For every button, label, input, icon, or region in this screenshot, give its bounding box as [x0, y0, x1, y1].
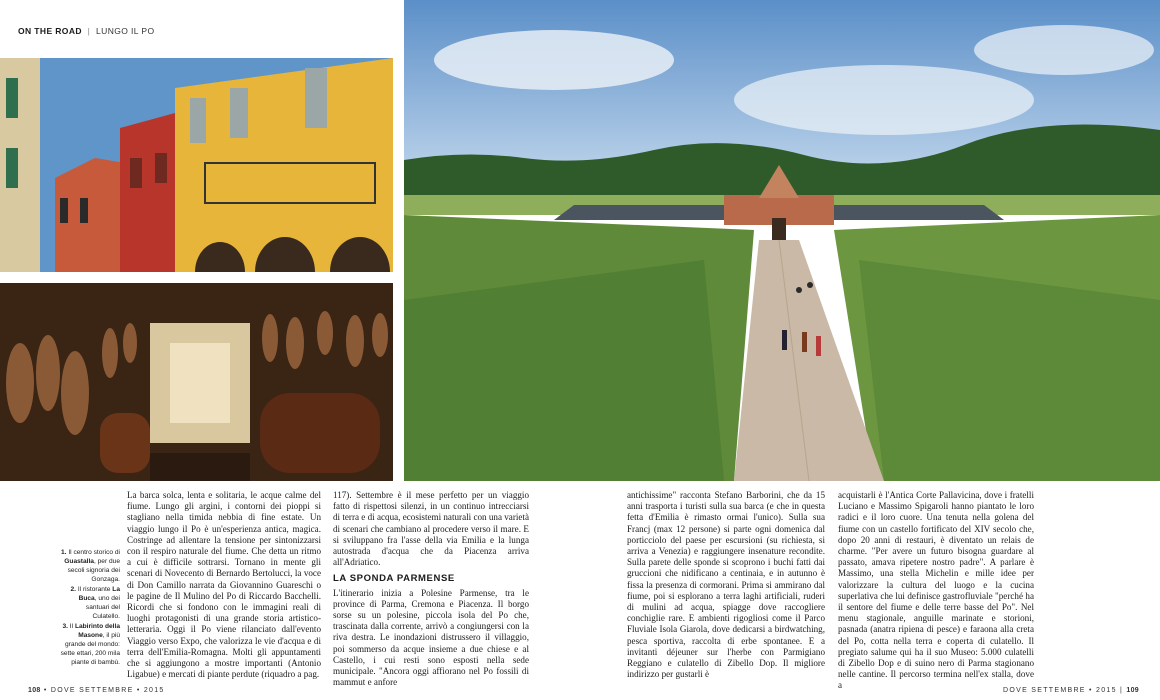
caption-3: 3. Il Labirinto della Masone, il più grande del mondo: sette ettari, 200 mila piante di bambù.	[60, 623, 120, 666]
footer-left-text: • DOVE SETTEMBRE • 2015	[43, 687, 165, 694]
header-kicker: ON THE ROAD	[18, 26, 82, 36]
running-header	[18, 26, 154, 36]
body-text-1: La barca solca, lenta e solitaria, le acque calme del fiume. Lungo gli argini, i contorni dei pioppi si stagliano nella timida nebbia di fine estate. Un viaggio lungo il Po è un'esperienza antica, magica. Costringe ad allentare la tensione per sintonizzarsi con il respiro naturale del fiume. Che detta un ritmo a cui è difficile sottrarsi. Tornano in mente gli scenari di Novecento di Bernardo Bertolucci, la voce di Don Camillo narrata da Giovannino Guareschi o le pagine de Il Mulino del Po di Riccardo Bacchelli. Ricordi che si fondono con le immagini reali di luoghi protagonisti di una grande storia artistico-letteraria. Oggi il Po viene rilanciato dall'evento Viaggio verso Expo, che valorizza le vie d'acqua e di terra dell'Emilia-Romagna. Molti gli appuntamenti che si aggiungono a mostre importanti (Antonio Ligabue) e mercati di piante perdute (riquadro a pag.	[127, 490, 321, 680]
body-text-2a: 117). Settembre è il mese perfetto per un viaggio fatto di rispettosi silenzi, in un continuo intrecciarsi di terra e di acqua, ecosistemi naturali con una varietà di scenari che cambiano al procedere verso il mare. E si sviluppano fra l'asse della via Emilia e la lunga autostrada d'acqua che da Piacenza arriva all'Adriatico.	[333, 490, 529, 568]
body-column-2	[333, 490, 529, 688]
photo-labirinto-masone	[404, 0, 1160, 481]
footer-left	[28, 687, 165, 694]
body-column-1	[127, 490, 321, 680]
photo-guastalla-buildings	[0, 58, 393, 272]
body-text-2b: L'itinerario inizia a Polesine Parmense, tra le province di Parma, Cremona e Piacenza. Il borgo sorse su un polesine, piccola isola del Po che, trascinata dalla corrente, arrivò a congiungersi con la riva destra. Le inondazioni distrussero il villaggio, poi sommerso da acque insieme a due chiese e al Castello, i cui resti sono esposti nella sede municipale. "Ancora oggi affiorano nel Po fossili di mammut e anfore	[333, 587, 529, 688]
photo-la-buca-cellar	[0, 283, 393, 481]
footer-right-page: 109	[1126, 687, 1139, 694]
section-subhead: LA SPONDA PARMENSE	[333, 573, 455, 585]
body-text-4: acquistarli è l'Antica Corte Pallavicina, dove i fratelli Luciano e Massimo Spigaroli hanno piantato le loro radici e il loro cuore. Una tenuta nella golena del fiume con un castello fortificato del XIV secolo che, dopo 20 anni di restauri, è diventato un relais de charme. "Per avere un futuro bisogna guardare al passato, amava ripetere nostro padre". A parlare è Massimo, una stella Michelin e mille idee per valorizzare la cultura del luogo e la cucina superlativa che lui definisce gastrofluviale "perché ha il sentore del fiume e delle terre basse del Po". Nel menu stagionale, anguille marinate e storioni, pasnada (anatra ripiena di pesce) e faraona alla creta del Po, cotta nella terra e coperta di culatello. Il pregiato salume qui ha il suo Museo: 5.000 culatelli di Zibello Dop e di suino nero di Parma stagionano nelle cantine. Il percorso termina nell'ex stalla, dove a	[838, 490, 1034, 691]
body-text-3: antichissime" racconta Stefano Barborini, che da 15 anni trasporta i turisti sulla sua barca (e che in questa fetta d'Emilia è rimasto ormai l'unico). Sulla sua Francj (max 12 persone) si parte ogni domenica dal porticciolo del paese per escursioni (su richiesta, si arriva a Venezia) e raggiungere insenature recondite. Sulla parete delle sponde si scoprono i buchi fatti dai gruccioni che nidificano a centinaia, e in autunno è fissa la presenza di cormorani. Prima si ammirano dal fiume, poi si esplorano a terra laghi artificiali, ruderi di mulini ad acqua, spiagge dove raccogliere conchiglie rare. E ambienti rigogliosi come il Parco Fluviale Isola Giarola, dove dedicarsi a birdwatching, pesca sportiva, raccolta di erbe spontanee. E a invitanti déjeuner sur l'herbe con Parmigiano Reggiano e culatello di Zibello Dop. Il migliore indirizzo per gustarli è	[627, 490, 825, 680]
header-section: LUNGO IL PO	[96, 26, 155, 36]
body-column-4	[838, 490, 1034, 692]
footer-right-text: DOVE SETTEMBRE • 2015 |	[1003, 687, 1124, 694]
caption-1: 1. Il centro storico di Guastalla, per due secoli signoria dei Gonzaga.	[60, 549, 120, 583]
photo-captions	[58, 548, 120, 668]
caption-2: 2. Il ristorante La Buca, uno dei santuari del Culatello.	[70, 586, 120, 620]
header-separator: |	[87, 26, 91, 36]
footer-left-page: 108	[28, 687, 41, 694]
body-column-3	[627, 490, 825, 680]
footer-right	[1003, 687, 1139, 694]
